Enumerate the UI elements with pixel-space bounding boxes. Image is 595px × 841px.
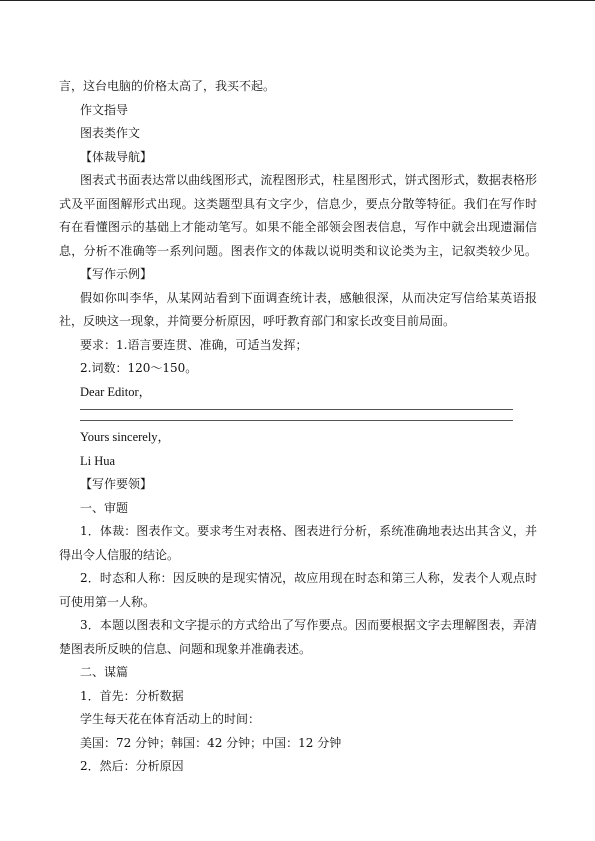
point-3-line-2: 楚图表所反映的信息、问题和现象并准确表述。 — [59, 641, 312, 656]
header-rule — [0, 0, 595, 1]
step-1: 1．首先：分析数据 — [80, 688, 184, 703]
example-prompt-line-2: 社，反映这一现象，并简要分析原因，呼吁教育部门和家长改变目前局面。 — [59, 314, 456, 328]
section-title-writing-guide: 作文指导 — [80, 102, 129, 117]
point-1-line-2: 得出令人信服的结论。 — [59, 547, 180, 562]
point-2-line-2: 可使用第一人称。 — [59, 594, 156, 609]
writing-blank-1 — [59, 404, 537, 415]
genre-paragraph-line-3: 有在看懂图示的基础上才能动笔写。如果不能全部领会图表信息，写作中就会出现遗漏信 — [59, 220, 537, 234]
section-title-chart-essay: 图表类作文 — [80, 126, 141, 140]
letter-closing: Yours sincerely， — [80, 430, 171, 444]
letter-signature: Li Hua — [80, 453, 116, 468]
letter-salutation: Dear Editor， — [80, 384, 152, 399]
point-3-line-1: 3．本题以图表和文字提示的方式给出了写作要点。因而要根据文字去理解图表，弄清 — [80, 618, 537, 632]
subheading-analyze-topic: 一、审题 — [80, 500, 129, 515]
data-intro: 学生每天花在体育活动上的时间： — [80, 712, 261, 726]
point-1-line-1: 1．体裁：图表作文。要求考生对表格、图表进行分析，系统准确地表达出其含义，并 — [80, 524, 537, 538]
heading-writing-example: 【写作示例】 — [80, 267, 153, 281]
genre-paragraph-line-2: 式及平面图解形式出现。这类题型具有文字少，信息少，要点分散等特征。我们在写作时 — [59, 196, 537, 211]
genre-paragraph-line-4: 息，分析不准确等一系列问题。图表作文的体裁以说明类和议论类为主，记叙类较少见。 — [59, 243, 537, 258]
subheading-plan-structure: 二、谋篇 — [80, 665, 129, 679]
heading-writing-essentials: 【写作要领】 — [80, 477, 153, 491]
example-prompt-line-1: 假如你叫李华，从某网站看到下面调查统计表，感触很深，从而决定写信给某英语报 — [80, 290, 537, 305]
document-body — [59, 75, 537, 779]
heading-genre-navigation: 【体裁导航】 — [80, 149, 153, 164]
requirement-2: 2.词数：120～150。 — [80, 361, 198, 375]
data-values: 美国：72 分钟；韩国：42 分钟；中国：12 分钟 — [80, 735, 342, 750]
genre-paragraph-line-1: 图表式书面表达常以曲线图形式，流程图形式，柱星图形式，饼式图形式，数据表格形 — [80, 173, 537, 187]
paragraph-continuation: 言，这台电脑的价格太高了，我买不起。 — [59, 79, 276, 93]
step-2: 2．然后：分析原因 — [80, 759, 184, 773]
point-2-line-1: 2．时态和人称：因反映的是现实情况，故应用现在时态和第三人称，发表个人观点时 — [80, 571, 537, 585]
requirement-1: 要求：1.语言要连贯、准确，可适当发挥； — [80, 337, 308, 352]
writing-blank-2 — [59, 415, 537, 426]
